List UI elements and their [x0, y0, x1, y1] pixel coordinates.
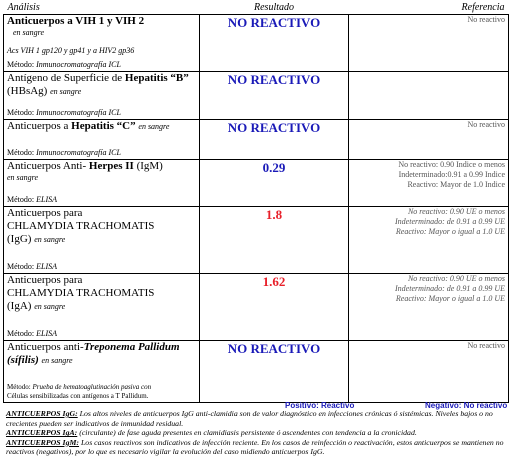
header-analysis: Análisis	[7, 1, 40, 13]
test-detail: Acs VIH 1 gp120 y gp41 y a HIV2 gp36	[7, 46, 135, 55]
table-row	[4, 207, 509, 274]
reference-cell	[349, 160, 509, 207]
table-row	[4, 160, 509, 207]
reference-cell	[349, 341, 509, 403]
method-name: Inmunocromatografía ICL	[36, 148, 121, 157]
reference-line: No reactivo	[467, 15, 505, 24]
reference-cell	[349, 15, 509, 72]
method-line: Método: ELISA	[7, 262, 57, 271]
result-cell	[200, 160, 349, 207]
analysis-cell: Anticuerpos anti-Treponema Pallidum (sífilis) en sangre Método: Prueba de hematoaglutinación pasiva con Células sensibilizadas con antígenos a T Pallidum.	[4, 341, 200, 403]
result-value: NO REACTIVO	[227, 15, 321, 30]
result-value: 1.8	[265, 207, 283, 222]
reference-cell	[349, 274, 509, 341]
method-name: ELISA	[36, 195, 57, 204]
reference-line: Indeterminado:0.91 a 0.99 Indice	[398, 170, 505, 179]
sample-type: en sangre	[13, 28, 45, 37]
result-value: NO REACTIVO	[227, 341, 321, 356]
test-name-bold: Hepatitis “C”	[71, 120, 136, 132]
reference-line: No reactivo	[467, 120, 505, 129]
table-row	[4, 72, 509, 120]
analysis-cell	[4, 15, 200, 72]
result-value: 0.29	[262, 160, 286, 175]
test-name-bold: Hepatitis “B”	[124, 72, 189, 84]
table-row	[4, 15, 509, 72]
test-name-bold: Herpes II	[88, 160, 134, 172]
test-name: Anticuerpos para	[7, 207, 83, 219]
note-igg: ANTICUERPOS IgG: Los altos niveles de anticuerpos IgG anti-clamidia son de valor diagnóstico en infecciones crónicas ó sistémicas. Niveles bajos o no crecientes pueden ser indicativos de inmunidad residual.	[6, 409, 493, 428]
test-name: Anticuerpos para	[7, 274, 83, 286]
result-cell	[200, 274, 349, 341]
header-reference: Referencia	[461, 1, 505, 13]
header-result: Resultado	[254, 1, 294, 13]
sample-type: en sangre	[138, 122, 170, 131]
method-name: Inmunocromatografía ICL	[36, 108, 121, 117]
sample-type: en sangre	[50, 87, 82, 96]
reference-cell	[349, 120, 509, 160]
reference-cell	[349, 72, 509, 120]
reference-line: Reactivo: Mayor o igual a 1.0 UE	[395, 227, 505, 236]
method-line: Método: ELISA	[7, 329, 57, 338]
method-line: Método: Inmunocromatografía ICL	[7, 108, 121, 117]
table-header-row	[4, 0, 509, 15]
test-name-line: CHLAMYDIA TRACHOMATIS	[7, 287, 155, 299]
legend-negative: Negativo: No reactivo	[425, 401, 508, 410]
note-iga: ANTICUERPOS IgA: (circulante) de fase aguda presentes en clamidiasis persistente ó ascendentes con tendencia a la cronicidad.	[6, 428, 417, 438]
reference-line: Indeterminado: de 0.91 a 0.99 UE	[395, 217, 505, 226]
analysis-cell: Anticuerpos para CHLAMYDIA TRACHOMATIS (IgG) en sangre Método: ELISA	[4, 207, 200, 274]
method-name: ELISA	[36, 262, 57, 271]
method-line: Método: Prueba de hematoaglutinación pasiva con Células sensibilizadas con antígenos a T Pallidum.	[7, 383, 152, 400]
method-name: Prueba de hematoaglutinación pasiva con	[32, 383, 152, 391]
sample-type: en sangre	[34, 302, 66, 311]
analysis-cell: Antígeno de Superficie de Hepatitis “B” (HBsAg) en sangre Método: Inmunocromatografía ICL	[4, 72, 200, 120]
analysis-cell: Anticuerpos para CHLAMYDIA TRACHOMATIS (IgA) en sangre Método: ELISA	[4, 274, 200, 341]
reference-cell	[349, 207, 509, 274]
result-cell	[200, 207, 349, 274]
reference-line: Reactivo: Mayor o igual a 1.0 UE	[395, 294, 505, 303]
legend-positive: Positivo: Reactivo	[285, 401, 355, 410]
result-value: 1.62	[262, 274, 286, 289]
method-name-line: Células sensibilizadas con antígenos a T Pallidum.	[7, 392, 149, 400]
results-table	[3, 0, 509, 403]
note-igm: ANTICUERPOS IgM: Los casos reactivos son indicativos de infección reciente. En los casos de reinfección o reactivación, estos anticuerpos se mantienen no reactivos (negativos), por lo que es necesario vigilar la evolución del caso midiendo anticuerpos IgG.	[6, 437, 504, 457]
reference-line: No reactivo: 0.90 UE o menos	[407, 207, 505, 216]
method-name: Inmunocromatografía ICL	[36, 60, 121, 69]
test-name-line: (sífilis)	[7, 354, 39, 366]
result-value: NO REACTIVO	[227, 120, 321, 135]
result-cell	[200, 72, 349, 120]
reference-line: No reactivo: 0.90 UE o menos	[407, 274, 505, 283]
analysis-cell: Anticuerpos a Hepatitis “C” en sangre Método: Inmunocromatografía ICL	[4, 120, 200, 160]
test-name-bold: Treponema Pallidum	[83, 341, 180, 353]
method-name: ELISA	[36, 329, 57, 338]
sample-type: en sangre	[41, 356, 73, 365]
method-line: Método: Inmunocromatografía ICL	[7, 60, 121, 69]
result-cell	[200, 120, 349, 160]
table-row	[4, 274, 509, 341]
result-value: NO REACTIVO	[227, 72, 321, 87]
table-row	[4, 341, 509, 403]
result-cell	[200, 341, 349, 403]
reference-line: Indeterminado: de 0.91 a 0.99 UE	[395, 284, 505, 293]
sample-type: en sangre	[7, 173, 39, 182]
reference-line: Reactivo: Mayor de 1.0 Indice	[407, 180, 505, 189]
method-line: Método: Inmunocromatografía ICL	[7, 148, 121, 157]
sample-type: en sangre	[34, 235, 66, 244]
method-line: Método: ELISA	[7, 195, 57, 204]
analysis-cell: Anticuerpos Anti- Herpes II (IgM) en sangre Método: ELISA	[4, 160, 200, 207]
reference-line: No reactivo: 0.90 Indice o menos	[398, 160, 505, 169]
test-name-line: CHLAMYDIA TRACHOMATIS	[7, 220, 155, 232]
table-row	[4, 120, 509, 160]
notes-section	[6, 409, 506, 457]
result-cell	[200, 15, 349, 72]
test-name: Anticuerpos a VIH 1 y VIH 2	[7, 15, 145, 27]
reference-line: No reactivo	[467, 341, 505, 350]
